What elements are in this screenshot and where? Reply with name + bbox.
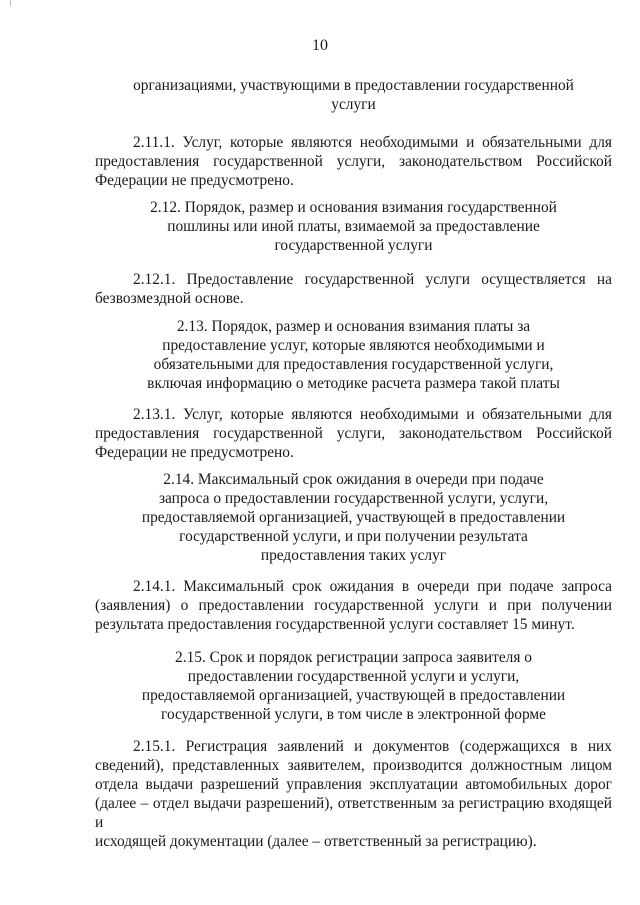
- section-heading: [95, 470, 612, 565]
- heading-line: государственной услуги, в том числе в электронной форме: [161, 706, 546, 723]
- paragraph-line: (далее – отдел выдачи разрешений), ответственным за регистрацию входящей и: [95, 795, 612, 831]
- paragraph-line: сведений), представленных заявителем, производится должностным лицом: [95, 757, 612, 774]
- heading-line: 2.12. Порядок, размер и основания взимания государственной: [150, 199, 557, 216]
- paragraph: [95, 405, 612, 462]
- paragraph-line: исходящей документации (далее – ответственный за регистрацию).: [95, 833, 537, 850]
- paragraph: [95, 133, 612, 190]
- heading-line: государственной услуги, и при получении результата: [179, 528, 528, 545]
- paragraph-line: отдела выдачи разрешений управления эксплуатации автомобильных дорог: [95, 776, 612, 793]
- section-heading: [95, 648, 612, 724]
- paragraph-line: Федерации не предусмотрено.: [95, 444, 294, 461]
- paragraph: [95, 270, 612, 308]
- section-heading: [95, 317, 612, 393]
- section-heading: [95, 198, 612, 255]
- paragraph-line: результата предоставления государственной услуги составляет 15 минут.: [95, 616, 575, 633]
- heading-line: предоставление услуг, которые являются необходимыми и: [162, 337, 545, 354]
- paragraph-line: безвозмездной основе.: [95, 290, 244, 307]
- section-heading: [95, 76, 612, 114]
- heading-line: обязательными для предоставления государственной услуги,: [153, 356, 554, 373]
- heading-line: 2.13. Порядок, размер и основания взимания платы за: [176, 318, 531, 335]
- heading-line: предоставляемой организацией, участвующей в предоставлении: [141, 509, 566, 526]
- heading-line: 2.14. Максимальный срок ожидания в очереди при подаче: [163, 471, 544, 488]
- heading-line: организациями, участвующими в предоставлении государственной: [133, 77, 574, 94]
- heading-line: пошлины или иной платы, взимаемой за предоставление: [167, 218, 540, 235]
- scan-margin-mark: [10, 0, 13, 6]
- paragraph: [95, 577, 612, 634]
- paragraph-line: предоставления государственной услуги, законодательством Российской: [95, 425, 612, 442]
- heading-line: включая информацию о методике расчета размера такой платы: [147, 375, 560, 392]
- heading-line: 2.15. Срок и порядок регистрации запроса заявителя о: [175, 649, 532, 666]
- heading-line: предоставляемой организацией, участвующей в предоставлении: [141, 687, 566, 704]
- heading-line: предоставления таких услуг: [260, 547, 447, 564]
- heading-line: государственной услуги: [274, 237, 433, 254]
- paragraph-line: Федерации не предусмотрено.: [95, 172, 294, 189]
- paragraph-line: предоставления государственной услуги, законодательством Российской: [95, 153, 612, 170]
- paragraph-line: 2.15.1. Регистрация заявлений и документов (содержащихся в них: [133, 738, 612, 755]
- paragraph: [95, 737, 612, 851]
- page-number: 10: [312, 37, 328, 54]
- heading-line: услуги: [331, 96, 376, 113]
- paragraph-line: 2.13.1. Услуг, которые являются необходимыми и обязательными для: [133, 406, 612, 423]
- paragraph-line: (заявления) о предоставлении государственной услуги и при получении: [95, 597, 612, 614]
- paragraph-line: 2.11.1. Услуг, которые являются необходимыми и обязательными для: [133, 134, 612, 151]
- paragraph-line: 2.12.1. Предоставление государственной услуги осуществляется на: [133, 271, 612, 288]
- heading-line: запроса о предоставлении государственной услуги, услуги,: [158, 490, 549, 507]
- paragraph-line: 2.14.1. Максимальный срок ожидания в очереди при подаче запроса: [133, 578, 612, 595]
- heading-line: предоставлении государственной услуги и услуги,: [187, 668, 520, 685]
